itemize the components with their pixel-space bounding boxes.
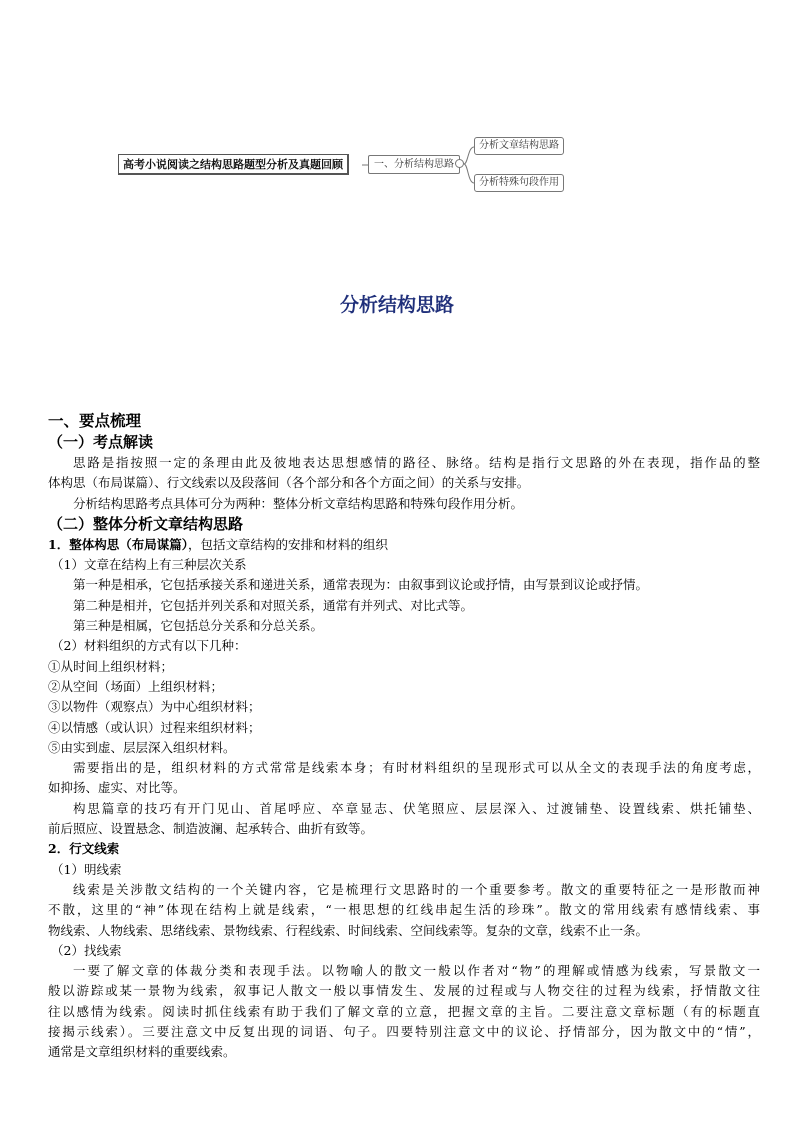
document-body (48, 410, 760, 1063)
list-item: ⑤由实到虚、层层深入组织材料。 (48, 739, 236, 755)
paragraph-line: 通常是文章组织材料的重要线索。 (48, 1044, 236, 1060)
paragraph-line: 般以游踪或某一景物为线索，叙事记人散文一般以事情发生、发展的过程或与人物交往的过程为线索，抒情散文往 (48, 983, 760, 999)
paragraph-line: 分析结构思路考点具体可分为两种：整体分析文章结构思路和特殊句段作用分析。 (73, 495, 524, 511)
paragraph-line: 一要了解文章的体裁分类和表现手法。以物喻人的散文一般以作者对“物”的理解或情感为线索，写景散文一 (73, 963, 760, 979)
mindmap (0, 0, 794, 260)
paragraph-line: 第二种是相并，它包括并列关系和对照关系，通常有并列式、对比式等。 (73, 597, 474, 613)
paragraph-line: 构思篇章的技巧有开门见山、首尾呼应、卒章显志、伏笔照应、层层深入、过渡铺垫、设置线索、烘托铺垫、 (73, 800, 760, 816)
list-item: ②从空间（场面）上组织材料； (48, 678, 224, 694)
list-item: ①从时间上组织材料； (48, 658, 174, 674)
paragraph-line: 线索是关涉散文结构的一个关键内容，它是梳理行文思路时的一个重要参考。散文的重要特征之一是形散而神 (73, 881, 760, 897)
paragraph-line: 第一种是相承，它包括承接关系和递进关系，通常表现为：由叙事到议论或抒情，由写景到议论或抒情。 (73, 577, 649, 593)
paragraph-line: 思路是指按照一定的条理由此及彼地表达思想感情的路径、脉络。结构是指行文思路的外在表现，指作品的整 (73, 455, 760, 470)
paragraph-line: 物线索、人物线索、思绪线索、景物线索、行程线索、时间线索、空间线索等。复杂的文章，线索不止一条。 (48, 922, 649, 938)
numbered-heading (48, 535, 760, 555)
collapse-toggle-icon[interactable] (455, 159, 464, 168)
paragraph-line: 如抑扬、虚实、对比等。 (48, 780, 186, 796)
paragraph-line: 体构思（布局谋篇）、行文线索以及段落间（各个部分和各个方面之间）的关系与安排。 (48, 475, 530, 491)
mindmap-leaf-node[interactable]: 分析特殊句段作用 (474, 174, 564, 192)
connector-mid-leaf1 (464, 147, 474, 164)
subsection-heading: （一）考点解读 (48, 433, 154, 451)
numbered-heading: 2．行文线索 (48, 841, 120, 857)
paragraph-line: 不散，这里的“神”体现在结构上就是线索，“一根思想的红线串起生活的珍珠”。散文的常用线索有感情线索、事 (48, 902, 760, 918)
sub-heading: （1）明线索 (51, 861, 122, 877)
list-item: ④以情感（或认识）过程来组织材料； (48, 719, 261, 735)
mindmap-root-node[interactable]: 高考小说阅读之结构思路题型分析及真题回顾 (118, 154, 349, 175)
paragraph-line: 前后照应、设置悬念、制造波澜、起承转合、曲折有致等。 (48, 821, 374, 837)
subsection-heading: （二）整体分析文章结构思路 (48, 514, 244, 533)
page-title: 分析结构思路 (339, 294, 454, 316)
paragraph-line: 接揭示线索）。三要注意文中反复出现的词语、句子。四要特别注意文中的议论、抒情部分，因为散文中的“情”， (48, 1024, 760, 1040)
paragraph-line: 往以感情为线索。阅读时抓住线索有助于我们了解文章的立意，把握文章的主旨。二要注意文章标题（有的标题直 (48, 1003, 760, 1019)
sub-heading: （1）文章在结构上有三种层次关系 (51, 557, 247, 573)
sub-heading: （2）材料组织的方式有以下几种： (51, 638, 247, 654)
mindmap-leaf-node[interactable]: 分析文章结构思路 (474, 137, 564, 155)
paragraph-line: 需要指出的是，组织材料的方式常常是线索本身；有时材料组织的呈现形式可以从全文的表现手法的角度考虑， (73, 760, 760, 776)
mindmap-connectors (0, 0, 794, 260)
mindmap-branch-node[interactable]: 一、分析结构思路 (368, 155, 460, 174)
numbered-heading-rest: ，包括文章结构的安排和材料的组织 (187, 536, 388, 552)
section-heading: 一、要点梳理 (48, 411, 142, 430)
connector-mid-leaf2 (464, 164, 474, 183)
paragraph-line: 第三种是相属，它包括总分关系和分总关系。 (73, 618, 324, 634)
numbered-heading-bold: 1．整体构思（布局谋篇） (48, 536, 188, 552)
list-item: ③以物件（观察点）为中心组织材料； (48, 699, 261, 715)
sub-heading: （2）找线索 (51, 942, 122, 958)
